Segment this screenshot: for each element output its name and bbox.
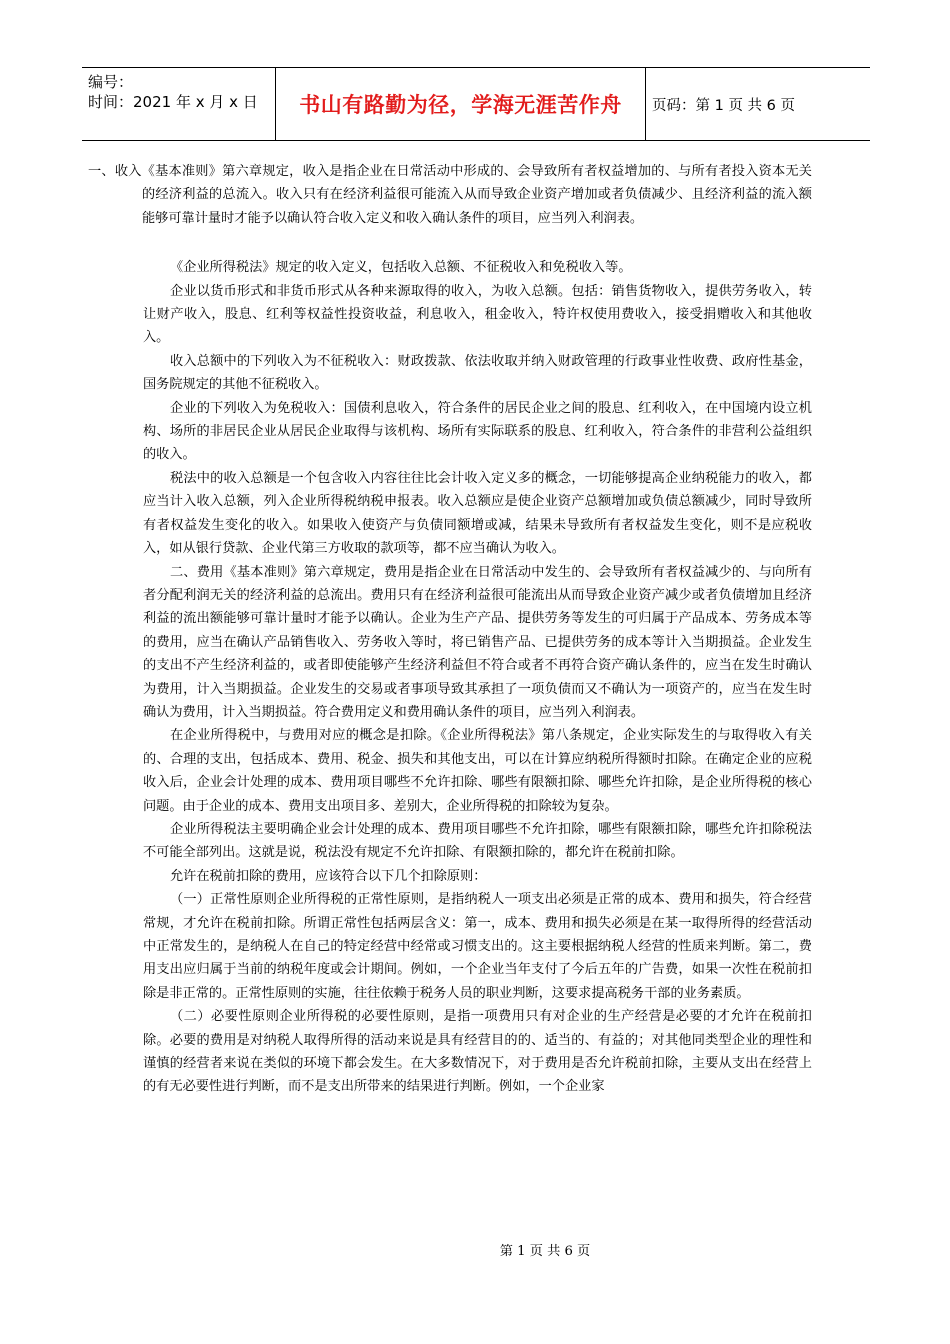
page-label: 页码：第 1 页 共 6 页 [652,97,795,114]
paragraph: （二）必要性原则企业所得税的必要性原则，是指一项费用只有对企业的生产经营是必要的才允许在税前扣除。必要的费用是对纳税人取得所得的活动来说是具有经营目的的、适当的、有益的；对其他同类型企业的理性和谨慎的经营者来说在类似的环境下都会发生。在大多数情况下，对于费用是否允许税前扣除，主要从支出在经营上的有无必要性进行判断，而不是支出所带来的结果进行判断。例如，一个企业家 [143,1009,812,1095]
motto: 书山有路勤为径，学海无涯苦作舟 [276,68,646,140]
paragraph: 允许在税前扣除的费用，应该符合以下几个扣除原则： [170,868,487,884]
header-table [82,67,870,141]
paragraph: 一、收入《基本准则》第六章规定，收入是指企业在日常活动中形成的、会导致所有者权益增加的、与所有者投入资本无关的经济利益的总流入。收入只有在经济利益很可能流入从而导致企业资产增加或者负债减少、且经济利益的流入额能够可靠计量时才能予以确认符合收入定义和收入确认条件的项目，应当列入利润表。 [88,164,812,226]
paragraph: 税法中的收入总额是一个包含收入内容往往比会计收入定义多的概念，一切能够提高企业纳税能力的收入，都应当计入收入总额，列入企业所得税纳税申报表。收入总额应是使企业资产总额增加或负债总额减少，同时导致所有者权益发生变化的收入。如果收入使资产与负债同额增或减，结果未导致所有者权益发生变化，则不是应税收入，如从银行贷款、企业代第三方收取的款项等，都不应当确认为收入。 [143,470,812,557]
document-body [88,160,812,1099]
paragraph: 企业以货币形式和非货币形式从各种来源取得的收入，为收入总额。包括：销售货物收入，提供劳务收入，转让财产收入，股息、红利等权益性投资收益，利息收入，租金收入，特许权使用费收入，接受捐赠收入和其他收入。 [143,283,812,346]
number-label: 编号： [88,73,134,91]
header-left-cell [82,68,276,140]
paragraph: （一）正常性原则企业所得税的正常性原则，是指纳税人一项支出必须是正常的成本、费用和损失，符合经营常规，才允许在税前扣除。所谓正常性包括两层含义：第一，成本、费用和损失必须是在某一取得所得的经营活动中正常发生的，是纳税人在自己的特定经营中经常或习惯支出的。这主要根据纳税人经营的性质来判断。第二，费用支出应归属于当前的纳税年度或会计期间。例如，一个企业当年支付了今后五年的广告费，如果一次性在税前扣除是非正常的。正常性原则的实施，往往依赖于税务人员的职业判断，这要求提高税务干部的业务素质。 [143,892,812,1001]
paragraph: 《企业所得税法》规定的收入定义，包括收入总额、不征税收入和免税收入等。 [170,260,632,276]
date-label: 时间：2021 年 x 月 x 日 [88,93,258,111]
page-footer: 第 1 页 共 6 页 [499,1244,591,1259]
paragraph: 企业所得税法主要明确企业会计处理的成本、费用项目哪些不允许扣除，哪些有限额扣除，哪些允许扣除税法不可能全部列出。这就是说，税法没有规定不允许扣除、有限额扣除的，都允许在税前扣除。 [143,821,812,861]
paragraph: 企业的下列收入为免税收入：国债利息收入，符合条件的居民企业之间的股息、红利收入，在中国境内设立机构、场所的非居民企业从居民企业取得与该机构、场所有实际联系的股息、红利收入，符合条件的非营利公益组织的收入。 [143,400,812,463]
paragraph: 二、费用《基本准则》第六章规定，费用是指企业在日常活动中发生的、会导致所有者权益减少的、与向所有者分配利润无关的经济利益的总流出。费用只有在经济利益很可能流出从而导致企业资产减少或者负债增加且经济利益的流出额能够可靠计量时才能予以确认。企业为生产产品、提供劳务等发生的可归属于产品成本、劳务成本等的费用，应当在确认产品销售收入、劳务收入等时，将已销售产品、已提供劳务的成本等计入当期损益。企业发生的支出不产生经济利益的，或者即使能够产生经济利益但不符合或者不再符合资产确认条件的，应当在发生时确认为费用，计入当期损益。企业发生的交易或者事项导致其承担了一项负债而又不确认为一项资产的，应当在发生时确认为费用，计入当期损益。符合费用定义和费用确认条件的项目，应当列入利润表。 [143,564,812,720]
paragraph: 收入总额中的下列收入为不征税收入：财政拨款、依法收取并纳入财政管理的行政事业性收费、政府性基金，国务院规定的其他不征税收入。 [143,353,812,393]
paragraph: 在企业所得税中，与费用对应的概念是扣除。《企业所得税法》第八条规定，企业实际发生的与取得收入有关的、合理的支出，包括成本、费用、税金、损失和其他支出，可以在计算应纳税所得额时扣除。在确定企业的应税收入后，企业会计处理的成本、费用项目哪些不允许扣除、哪些有限额扣除、哪些允许扣除，是企业所得税的核心问题。由于企业的成本、费用支出项目多、差别大，企业所得税的扣除较为复杂。 [143,728,812,814]
